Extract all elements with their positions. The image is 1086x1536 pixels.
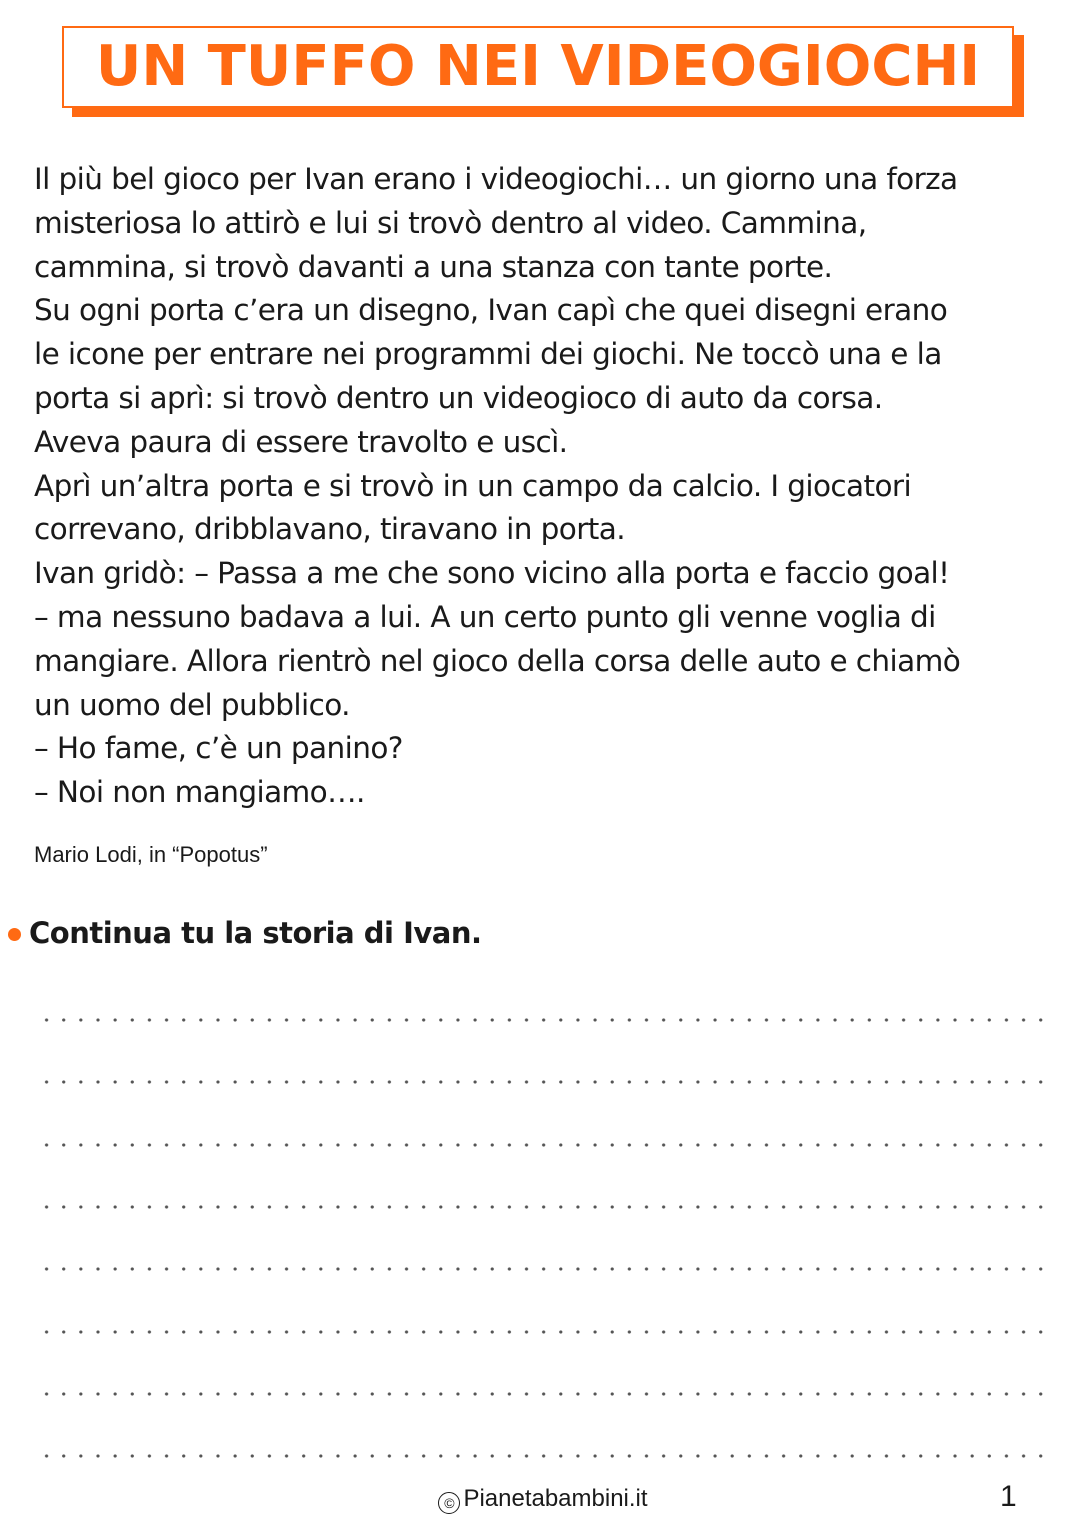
story-line: Su ogni porta c’era un disegno, Ivan capì che quei disegni erano xyxy=(34,293,948,328)
dotted-writing-line[interactable] xyxy=(38,1017,1050,1023)
story-line: Ivan gridò: – Passa a me che sono vicino alla porta e faccio goal! xyxy=(34,556,950,591)
story-line: Aveva paura di essere travolto e uscì. xyxy=(34,424,568,459)
dotted-writing-line[interactable] xyxy=(38,1204,1050,1210)
task-instruction xyxy=(8,916,482,950)
title-banner xyxy=(62,26,1014,108)
page-number: 1 xyxy=(1000,1480,1017,1513)
footer-credit xyxy=(0,1485,1086,1514)
story-line: mangiare. Allora rientrò nel gioco della corsa delle auto e chiamò xyxy=(34,643,961,678)
footer-site: Pianetabambini.it xyxy=(463,1485,648,1512)
story-line: correvano, dribblavano, tiravano in porta. xyxy=(34,512,625,547)
story-line: misteriosa lo attirò e lui si trovò dentro al video. Cammina, xyxy=(34,205,867,240)
story-line: porta si aprì: si trovò dentro un videogioco di auto da corsa. xyxy=(34,380,883,415)
dotted-writing-line[interactable] xyxy=(38,1329,1050,1335)
story-line: un uomo del pubblico. xyxy=(34,687,350,722)
story-text xyxy=(34,158,1064,815)
task-instruction-text: Continua tu la storia di Ivan. xyxy=(29,916,482,950)
story-line: – Ho fame, c’è un panino? xyxy=(34,731,403,766)
story-line: cammina, si trovò davanti a una stanza con tante porte. xyxy=(34,249,833,284)
story-line: Il più bel gioco per Ivan erano i videogiochi… un giorno una forza xyxy=(34,162,958,196)
story-line: le icone per entrare nei programmi dei giochi. Ne toccò una e la xyxy=(34,337,942,372)
copyright-icon: © xyxy=(438,1492,460,1514)
story-line: – ma nessuno badava a lui. A un certo punto gli venne voglia di xyxy=(34,599,936,634)
title-box xyxy=(62,26,1014,108)
dotted-writing-line[interactable] xyxy=(38,1391,1050,1397)
dotted-writing-line[interactable] xyxy=(38,1142,1050,1148)
story-line: – Noi non mangiamo…. xyxy=(34,775,365,810)
dotted-writing-line[interactable] xyxy=(38,1266,1050,1272)
story-attribution: Mario Lodi, in “Popotus” xyxy=(34,842,268,867)
story-line: Aprì un’altra porta e si trovò in un campo da calcio. I giocatori xyxy=(34,468,912,503)
page-title: UN TUFFO NEI VIDEOGIOCHI xyxy=(95,34,981,99)
dotted-writing-line[interactable] xyxy=(38,1079,1050,1085)
dotted-writing-line[interactable] xyxy=(38,1453,1050,1459)
bullet-icon xyxy=(8,928,21,941)
